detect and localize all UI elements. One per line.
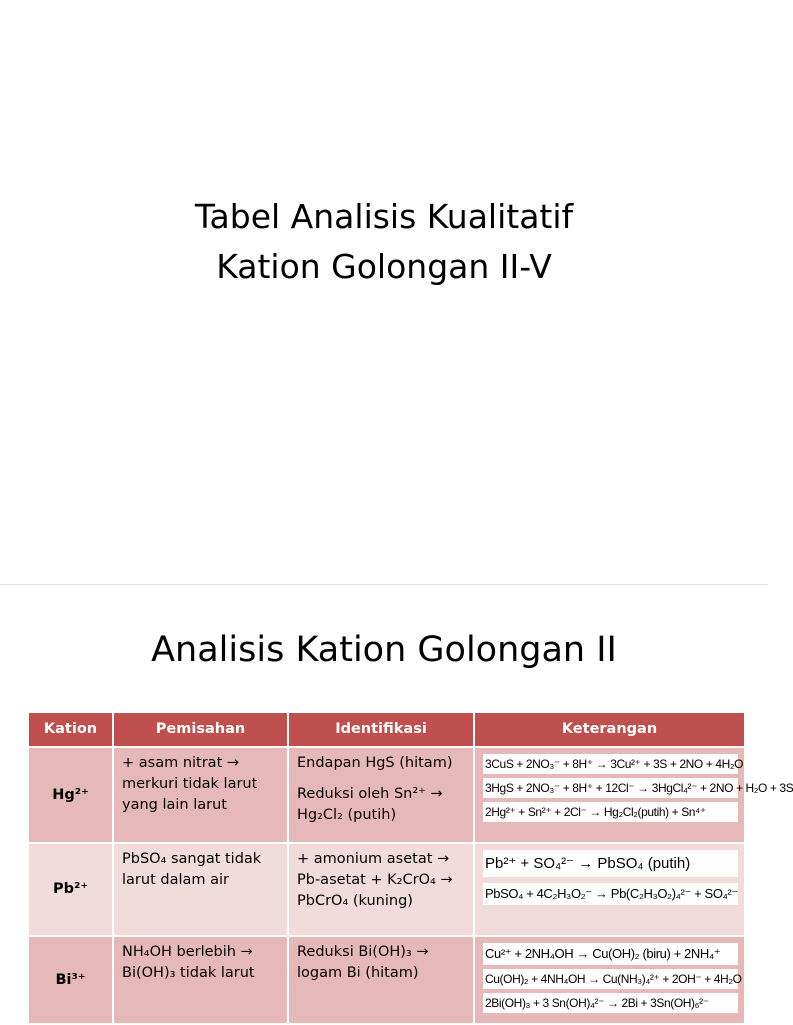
table-row-pb [29, 843, 745, 936]
identifikasi-line: logam Bi (hitam) [297, 965, 419, 981]
cation-cell-hg: Hg²⁺ [29, 747, 113, 843]
identifikasi-line: Hg₂Cl₂ (putih) [297, 807, 397, 823]
identifikasi-line: Pb-asetat + K₂CrO₄ → [297, 872, 453, 888]
header-identifikasi: Identifikasi [288, 713, 474, 747]
header-kation: Kation [29, 713, 113, 747]
equation-image: 2Bi(OH)₃ + 3 Sn(OH)₄²⁻ → 2Bi + 3Sn(OH)₆²⁻ [483, 993, 738, 1013]
cation-cell-pb: Pb²⁺ [29, 843, 113, 936]
identifikasi-cell-bi [288, 936, 474, 1024]
pemisahan-line: merkuri tidak larut [122, 776, 258, 792]
title-line-2: Kation Golongan II-V [216, 247, 552, 286]
pemisahan-line: PbSO₄ sangat tidak [122, 851, 262, 867]
pemisahan-cell-hg [113, 747, 288, 843]
equation-image: Cu²⁺ + 2NH₄OH → Cu(OH)₂ (biru) + 2NH₄⁺ [483, 943, 738, 965]
identifikasi-line: PbCrO₄ (kuning) [297, 893, 413, 909]
identifikasi-cell-hg [288, 747, 474, 843]
identifikasi-line: Reduksi Bi(OH)₃ → [297, 944, 429, 960]
cation-cell-bi: Bi³⁺ [29, 936, 113, 1024]
table-row-bi [29, 936, 745, 1024]
pemisahan-cell-bi [113, 936, 288, 1024]
identifikasi-line: Endapan HgS (hitam) [297, 755, 453, 771]
equation-image: Pb²⁺ + SO₄²⁻ → PbSO₄ (putih) [483, 850, 738, 877]
equation-image: 2Hg²⁺ + Sn²⁺ + 2Cl⁻ → Hg₂Cl₂(putih) + Sn⁴⁺ [483, 802, 738, 822]
keterangan-cell-hg [474, 747, 793, 843]
equation-image: PbSO₄ + 4C₂H₃O₂⁻ → Pb(C₂H₃O₂)₄²⁻ + SO₄²⁻ [483, 883, 738, 905]
pemisahan-line: larut dalam air [122, 872, 229, 888]
table-row-hg [29, 747, 745, 843]
pemisahan-line: + asam nitrat → [122, 755, 240, 771]
identifikasi-line: + amonium asetat → [297, 851, 450, 867]
identifikasi-line: Reduksi oleh Sn²⁺ → [297, 786, 443, 802]
slide-2-title: Analisis Kation Golongan II [151, 630, 617, 670]
keterangan-cell-bi [474, 936, 745, 1024]
equation-image: 3HgS + 2NO₃⁻ + 8H⁺ + 12Cl⁻ → 3HgCl₄²⁻ + 2NO + H₂O + 3S [483, 778, 738, 798]
slide-1-title [0, 192, 768, 292]
pemisahan-cell-pb [113, 843, 288, 936]
equation-image: 3CuS + 2NO₃⁻ + 8H⁺ → 3Cu²⁺ + 3S + 2NO + 4H₂O [483, 754, 738, 774]
equation-image: Cu(OH)₂ + 4NH₄OH → Cu(NH₃)₄²⁺ + 2OH⁻ + 4H₂O [483, 969, 738, 989]
identifikasi-cell-pb [288, 843, 474, 936]
header-keterangan: Keterangan [474, 713, 745, 747]
pemisahan-line: yang lain larut [122, 797, 227, 813]
header-pemisahan: Pemisahan [113, 713, 288, 747]
analysis-table [29, 713, 793, 1025]
table-header-row [29, 713, 745, 747]
title-line-1: Tabel Analisis Kualitatif [194, 197, 574, 236]
keterangan-cell-pb [474, 843, 745, 936]
pemisahan-line: Bi(OH)₃ tidak larut [122, 965, 255, 981]
pemisahan-line: NH₄OH berlebih → [122, 944, 253, 960]
slide-2 [0, 585, 793, 1024]
